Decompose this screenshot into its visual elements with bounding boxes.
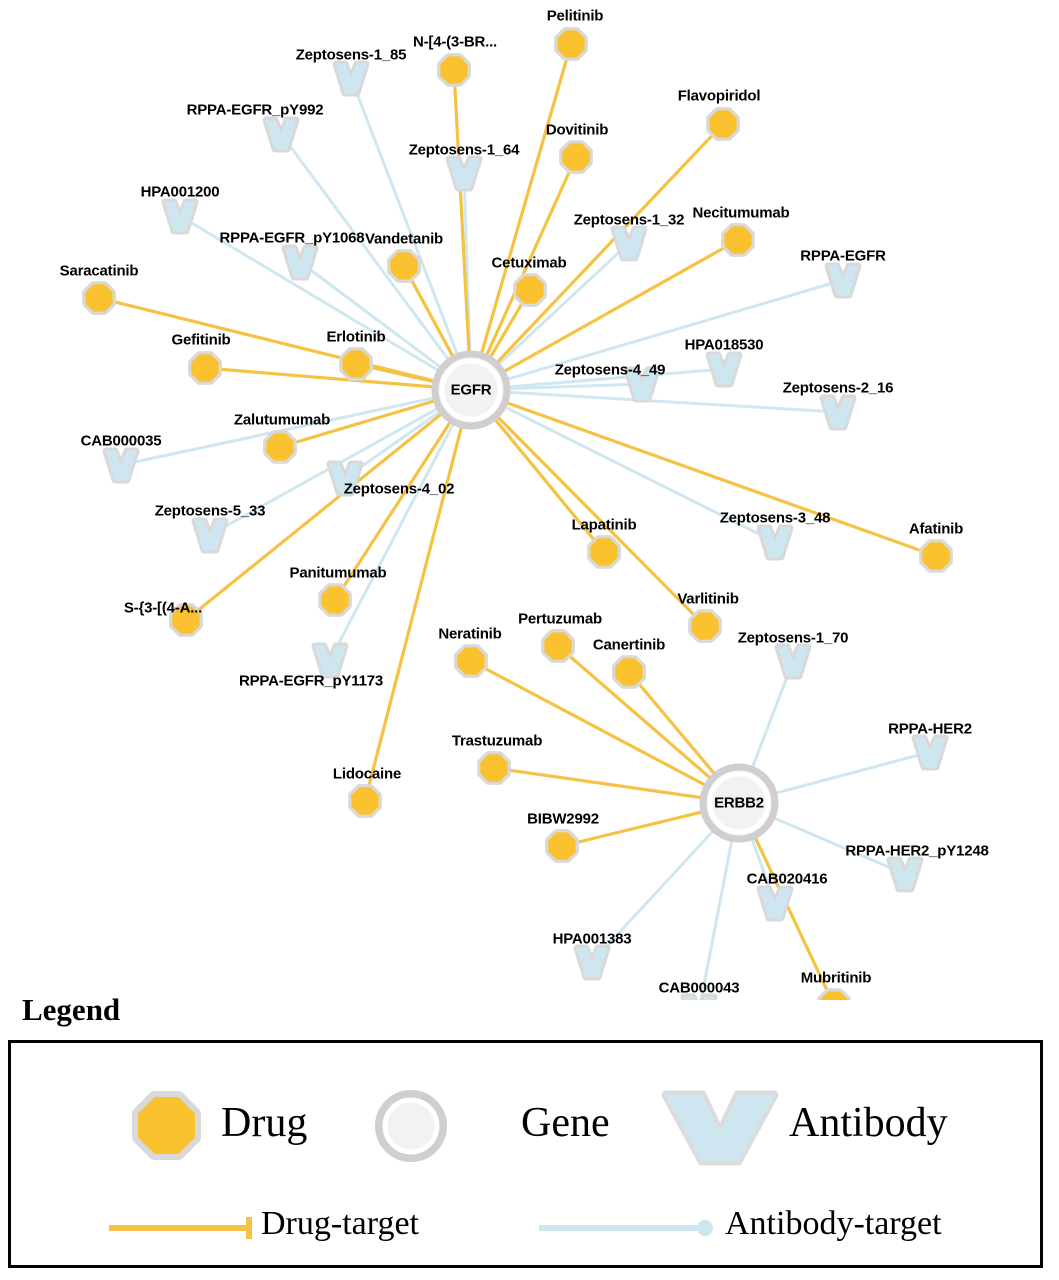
- edge: [494, 768, 701, 798]
- drug-node-label: Panitumumab: [289, 564, 387, 582]
- antibody-node[interactable]: [106, 451, 136, 480]
- antibody-node-label: Zeptosens-4_49: [554, 361, 666, 379]
- drug-node-label: Necitumumab: [692, 204, 790, 222]
- antibody-node[interactable]: [823, 398, 853, 427]
- antibody-node-label: RPPA-EGFR_pY1068: [219, 229, 365, 247]
- legend-box: [8, 1040, 1043, 1268]
- antibody-node-label: CAB020416: [746, 870, 828, 888]
- antibody-node-label: Zeptosens-1_85: [295, 46, 407, 64]
- drug-node[interactable]: [322, 587, 348, 613]
- drug-node[interactable]: [391, 253, 417, 279]
- edge: [699, 840, 732, 1000]
- antibody-node[interactable]: [760, 528, 790, 557]
- antibody-node[interactable]: [684, 997, 714, 1000]
- drug-node-label: Pertuzumab: [518, 610, 602, 628]
- antibody-node-label: CAB000035: [80, 432, 162, 450]
- antibody-node[interactable]: [915, 738, 945, 767]
- gene-node-label: EGFR: [450, 381, 492, 399]
- legend-antibody-edge-sample: [539, 1220, 713, 1236]
- drug-node-label: Canertinib: [592, 636, 666, 654]
- antibody-node[interactable]: [336, 64, 366, 93]
- drug-node[interactable]: [458, 648, 484, 674]
- antibody-node-label: RPPA-HER2: [888, 720, 972, 738]
- gene-node-label: ERBB2: [714, 794, 764, 812]
- antibody-node-label: HPA018530: [684, 336, 764, 354]
- drug-node-label: N-[4-(3-BR...: [412, 33, 498, 51]
- drug-node[interactable]: [725, 227, 751, 253]
- antibody-node[interactable]: [890, 860, 920, 889]
- antibody-node[interactable]: [778, 647, 808, 676]
- antibody-node[interactable]: [760, 889, 790, 918]
- legend-antibody-icon: [666, 1095, 774, 1161]
- drug-node[interactable]: [558, 31, 584, 57]
- drug-node[interactable]: [692, 613, 718, 639]
- drug-node[interactable]: [441, 57, 467, 83]
- legend-drug-label: Drug: [221, 1100, 308, 1146]
- drug-node[interactable]: [923, 543, 949, 569]
- drug-node-label: Varlitinib: [677, 590, 739, 608]
- drug-node[interactable]: [710, 111, 736, 137]
- drug-node[interactable]: [192, 355, 218, 381]
- antibody-node-label: Zeptosens-5_33: [154, 502, 266, 520]
- drug-node-label: BIBW2992: [527, 810, 599, 828]
- antibody-node[interactable]: [828, 266, 858, 295]
- drug-node[interactable]: [481, 755, 507, 781]
- antibody-node-label: RPPA-EGFR_pY992: [186, 101, 324, 119]
- antibody-node-label: Zeptosens-3_48: [719, 509, 831, 527]
- legend-gene-icon: [379, 1094, 443, 1158]
- edge: [629, 672, 715, 774]
- antibody-node-label: RPPA-HER2_pY1248: [845, 842, 989, 860]
- antibody-node-label: HPA001383: [552, 930, 632, 948]
- antibody-node-label: Zeptosens-2_16: [782, 379, 894, 397]
- legend-gene-label: Gene: [521, 1100, 610, 1146]
- drug-node[interactable]: [549, 833, 575, 859]
- drug-node-label: Lapatinib: [571, 516, 637, 534]
- antibody-node-label: CAB000043: [658, 979, 740, 997]
- antibody-node-label: Zeptosens-1_64: [408, 141, 520, 159]
- antibody-node[interactable]: [165, 202, 195, 231]
- drug-node-label: Flavopiridol: [677, 87, 761, 105]
- antibody-node[interactable]: [577, 948, 607, 977]
- drug-node[interactable]: [267, 434, 293, 460]
- antibody-node-label: Zeptosens-4_02: [343, 480, 455, 498]
- drug-node-label: Afatinib: [908, 520, 964, 538]
- antibody-node[interactable]: [195, 521, 225, 550]
- drug-node-label: Erlotinib: [326, 328, 386, 346]
- antibody-node-label: RPPA-EGFR_pY1173: [238, 672, 384, 690]
- drug-node[interactable]: [86, 285, 112, 311]
- drug-node-label: Lidocaine: [332, 765, 402, 783]
- drug-node[interactable]: [517, 277, 543, 303]
- drug-node[interactable]: [343, 351, 369, 377]
- drug-node-label: Zalutumumab: [233, 411, 331, 429]
- drug-node-label: Dovitinib: [545, 121, 609, 139]
- antibody-node[interactable]: [449, 159, 479, 188]
- drug-node[interactable]: [616, 659, 642, 685]
- drug-node-label: S-{3-[(4-A...: [123, 599, 203, 617]
- drug-node-label: Gefitinib: [171, 331, 231, 349]
- legend-drug-icon: [139, 1098, 194, 1153]
- antibody-node[interactable]: [709, 355, 739, 384]
- drug-node-label: Saracatinib: [59, 262, 139, 280]
- edge: [776, 752, 930, 793]
- drug-node[interactable]: [545, 633, 571, 659]
- legend-drug-edge-sample: [109, 1217, 249, 1239]
- legend-title: Legend: [22, 992, 121, 1027]
- antibody-node-label: HPA001200: [140, 183, 220, 201]
- drug-node-label: Neratinib: [438, 625, 502, 643]
- antibody-node[interactable]: [315, 646, 345, 675]
- drug-node-label: Vandetanib: [364, 230, 444, 248]
- legend-antibody-label: Antibody: [789, 1100, 948, 1146]
- edge: [454, 70, 469, 352]
- antibody-node[interactable]: [614, 229, 644, 258]
- antibody-node-label: RPPA-EGFR: [800, 247, 886, 265]
- drug-node[interactable]: [591, 539, 617, 565]
- drug-node-label: Trastuzumab: [451, 732, 543, 750]
- drug-node[interactable]: [821, 992, 847, 1000]
- legend-antibody-edge-label: Antibody-target: [725, 1205, 942, 1242]
- antibody-node[interactable]: [266, 120, 296, 149]
- drug-node[interactable]: [563, 144, 589, 170]
- drug-node-label: Pelitinib: [546, 7, 604, 25]
- antibody-node[interactable]: [285, 248, 315, 277]
- antibody-node-label: Zeptosens-1_32: [573, 211, 685, 229]
- antibody-node-label: Zeptosens-1_70: [737, 629, 849, 647]
- drug-node-label: Mubritinib: [800, 969, 872, 987]
- drug-node[interactable]: [352, 788, 378, 814]
- drug-node-label: Cetuximab: [491, 254, 567, 272]
- legend-drug-edge-label: Drug-target: [261, 1205, 419, 1242]
